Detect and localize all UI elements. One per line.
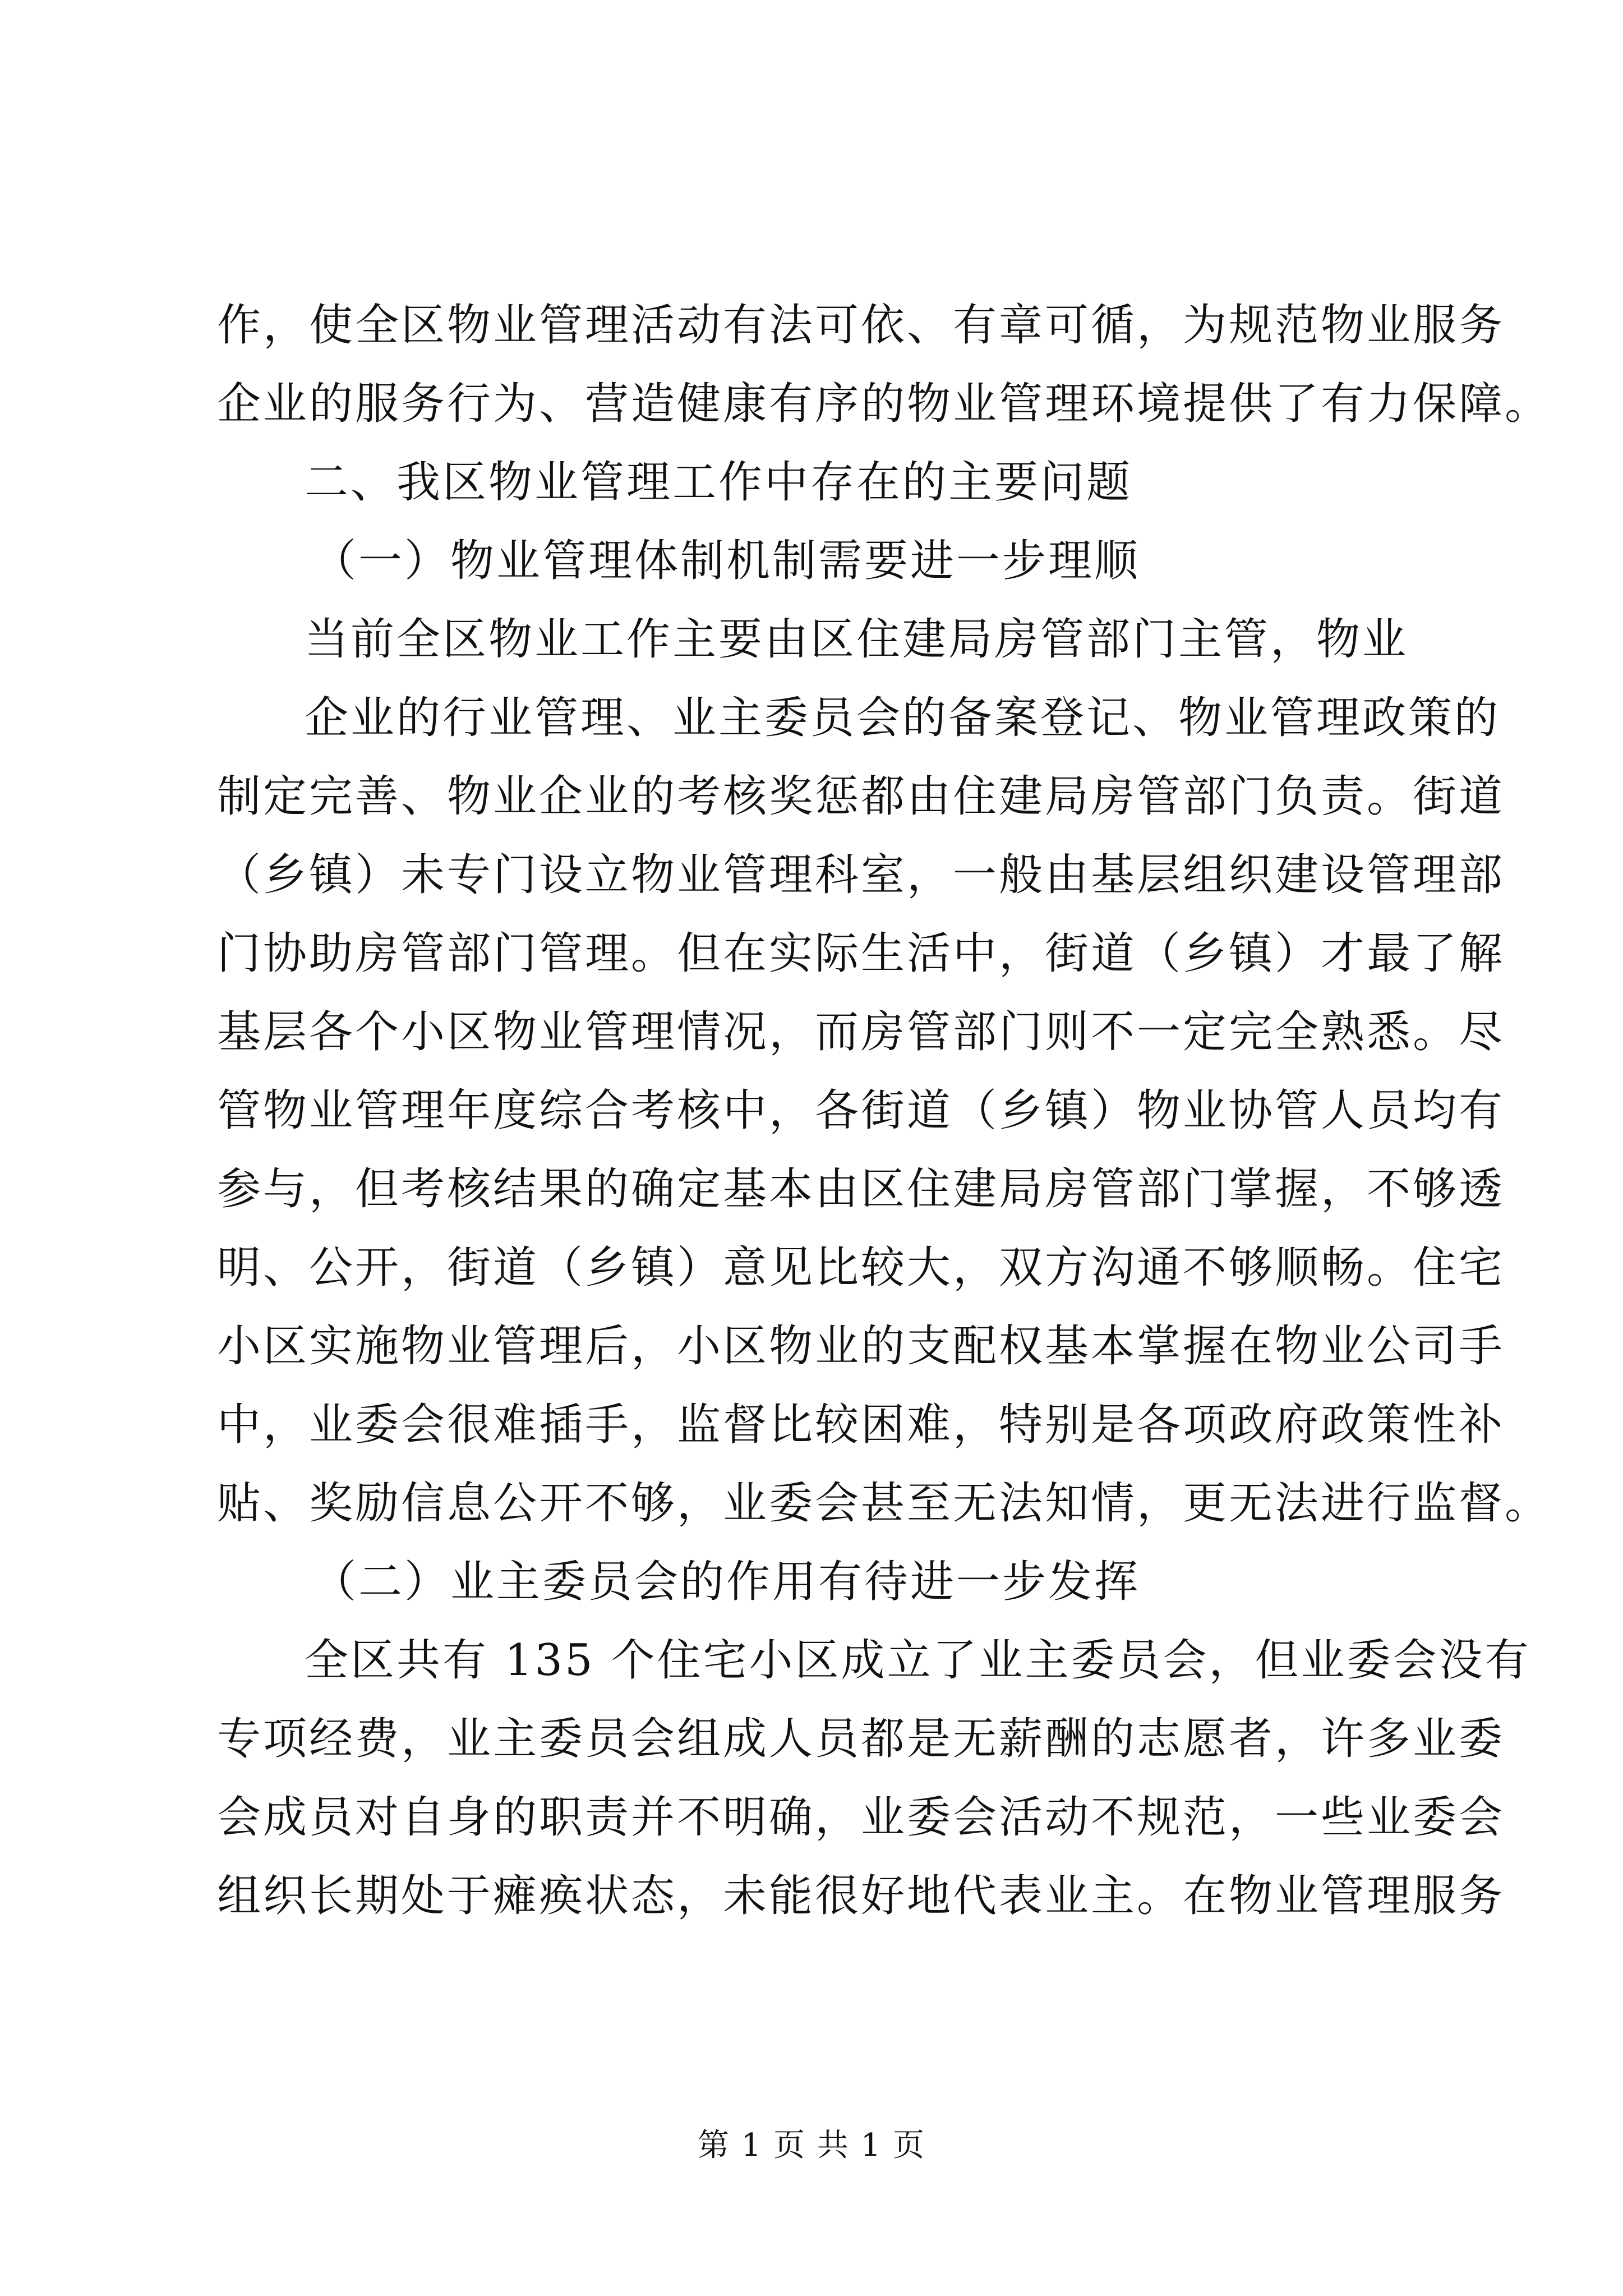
body-line: 管物业管理年度综合考核中，各街道（乡镇）物业协管人员均有: [217, 1085, 1505, 1136]
body-line: 门协助房管部门管理。但在实际生活中，街道（乡镇）才最了解: [217, 928, 1505, 979]
body-line: 作，使全区物业管理活动有法可依、有章可循，为规范物业服务: [217, 300, 1505, 351]
paragraph-first-line: 全区共有 135 个住宅小区成立了业主委员会，但业委会没有: [305, 1635, 1531, 1686]
paragraph-first-line: 企业的行业管理、业主委员会的备案登记、物业管理政策的: [305, 693, 1501, 743]
body-line: 会成员对自身的职责并不明确，业委会活动不规范，一些业委会: [217, 1792, 1505, 1843]
page-footer: 第 1 页 共 1 页: [697, 2127, 926, 2164]
body-line: 专项经费，业主委员会组成人员都是无薪酬的志愿者，许多业委: [217, 1714, 1505, 1764]
body-line: 中，业委会很难插手，监督比较困难，特别是各项政府政策性补: [217, 1400, 1505, 1450]
body-line: 企业的服务行为、营造健康有序的物业管理环境提供了有力保障。: [217, 379, 1551, 429]
body-line: 小区实施物业管理后，小区物业的支配权基本掌握在物业公司手: [217, 1321, 1505, 1372]
body-line: 组织长期处于瘫痪状态，未能很好地代表业主。在物业管理服务: [217, 1871, 1505, 1921]
subsection-heading: （一）物业管理体制机制需要进一步理顺: [312, 536, 1141, 586]
body-line: 参与，但考核结果的确定基本由区住建局房管部门掌握，不够透: [217, 1164, 1505, 1214]
document-body: [217, 286, 1551, 1935]
subsection-heading: （二）业主委员会的作用有待进一步发挥: [312, 1557, 1141, 1607]
section-heading: 二、我区物业管理工作中存在的主要问题: [305, 457, 1133, 508]
body-line: 明、公开，街道（乡镇）意见比较大，双方沟通不够顺畅。住宅: [217, 1243, 1505, 1293]
body-line: 制定完善、物业企业的考核奖惩都由住建局房管部门负责。街道: [217, 771, 1505, 822]
paragraph-first-line: 当前全区物业工作主要由区住建局房管部门主管，物业: [305, 614, 1409, 665]
body-line: （乡镇）未专门设立物业管理科室，一般由基层组织建设管理部: [217, 850, 1505, 900]
body-line: 基层各个小区物业管理情况，而房管部门则不一定完全熟悉。尽: [217, 1007, 1505, 1057]
body-line: 贴、奖励信息公开不够，业委会甚至无法知情，更无法进行监督。: [217, 1478, 1551, 1529]
